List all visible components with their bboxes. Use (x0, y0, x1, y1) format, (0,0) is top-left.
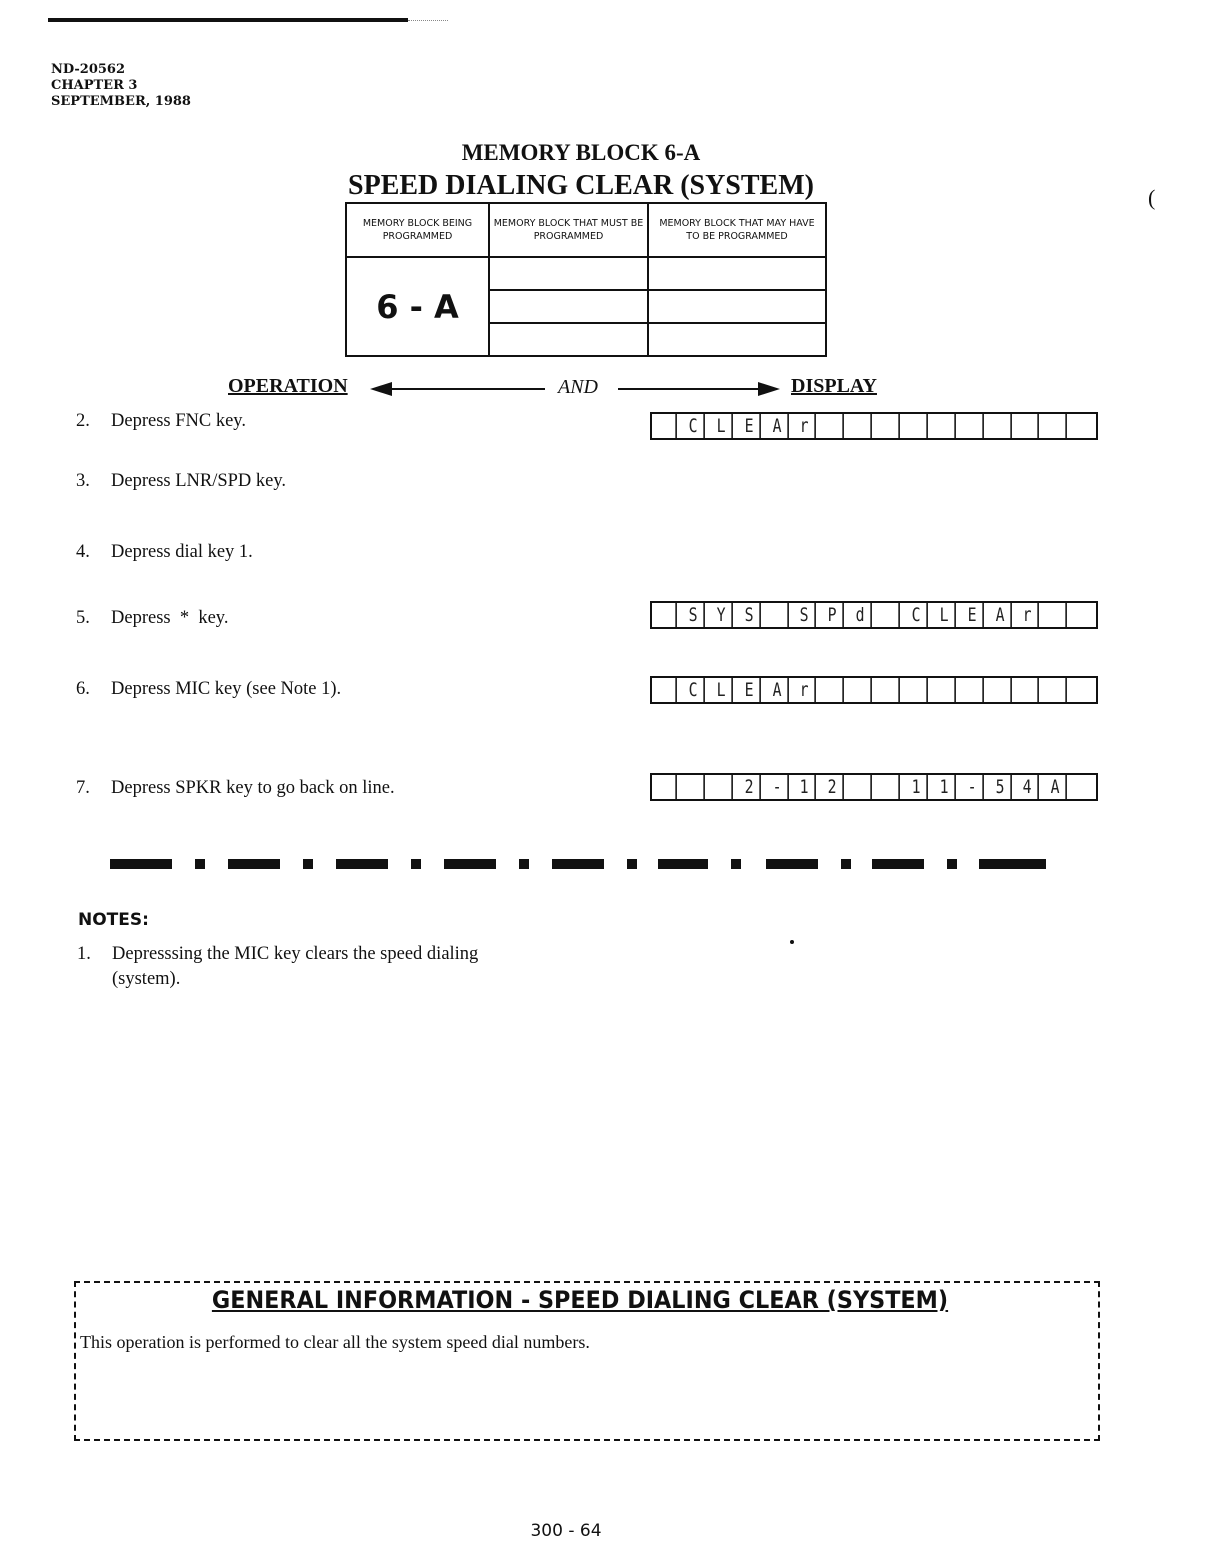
lcd-display-step-7 (650, 773, 1098, 801)
lcd-cell: L (711, 678, 733, 702)
table-cell (489, 323, 648, 356)
lcd-cell (1045, 414, 1067, 438)
lcd-cell: 4 (1017, 775, 1039, 799)
lcd-cell (878, 678, 900, 702)
col-header-being-programmed: MEMORY BLOCK BEING PROGRAMMED (346, 203, 489, 257)
lcd-display-step-6 (650, 676, 1098, 704)
lcd-cell: C (683, 678, 705, 702)
lcd-cell: A (1045, 775, 1067, 799)
document-header (51, 62, 191, 110)
lcd-cell (822, 678, 844, 702)
lcd-cell (1073, 603, 1093, 627)
lcd-cell (655, 603, 677, 627)
lcd-cell (1045, 678, 1067, 702)
lcd-cell: C (906, 603, 928, 627)
lcd-cell: 1 (934, 775, 956, 799)
arrow-line-left (390, 388, 545, 390)
lcd-cell (1073, 775, 1093, 799)
doc-date: SEPTEMBER, 1988 (51, 94, 191, 109)
lcd-cell (655, 775, 677, 799)
step-6: 6. Depress MIC key (see Note 1). (76, 679, 342, 699)
top-rule (48, 18, 408, 22)
lcd-cell (962, 414, 984, 438)
lcd-cell: E (739, 414, 761, 438)
lcd-cell: L (934, 603, 956, 627)
table-cell (648, 290, 826, 323)
lcd-cell (1045, 603, 1067, 627)
lcd-cell: L (711, 414, 733, 438)
memory-block-table (345, 202, 827, 357)
lcd-cell: - (767, 775, 789, 799)
lcd-cell (1073, 414, 1093, 438)
page-title-feature: SPEED DIALING CLEAR (SYSTEM) (348, 170, 814, 201)
lcd-cell (850, 775, 872, 799)
lcd-cell: P (822, 603, 844, 627)
lcd-cell: r (794, 678, 816, 702)
lcd-cell: - (962, 775, 984, 799)
display-heading: DISPLAY (791, 375, 877, 397)
lcd-cell: A (990, 603, 1012, 627)
lcd-cell (1017, 678, 1039, 702)
lcd-cell (850, 678, 872, 702)
lcd-cell: E (962, 603, 984, 627)
lcd-display-step-5 (650, 601, 1098, 629)
lcd-cell: S (794, 603, 816, 627)
table-cell (489, 290, 648, 323)
lcd-cell (655, 414, 677, 438)
lcd-cell (990, 678, 1012, 702)
doc-number: ND-20562 (51, 62, 126, 77)
step-2: 2. Depress FNC key. (76, 411, 246, 431)
lcd-cell: A (767, 678, 789, 702)
lcd-cell: 1 (794, 775, 816, 799)
step-3: 3. Depress LNR/SPD key. (76, 471, 287, 491)
step-5: 5. Depress * key. (76, 608, 229, 628)
lcd-cell: 5 (990, 775, 1012, 799)
lcd-cell (934, 414, 956, 438)
lcd-cell (767, 603, 789, 627)
lcd-cell (822, 414, 844, 438)
and-label: AND (558, 376, 598, 398)
arrow-right-icon (758, 382, 780, 396)
lcd-cell (906, 678, 928, 702)
memory-block-value: 6 - A (346, 257, 489, 356)
lcd-cell: 1 (906, 775, 928, 799)
table-cell (648, 257, 826, 290)
lcd-cell (906, 414, 928, 438)
lcd-cell: 2 (822, 775, 844, 799)
lcd-cell: S (683, 603, 705, 627)
arrow-line-right (618, 388, 760, 390)
lcd-cell (990, 414, 1012, 438)
lcd-cell (878, 775, 900, 799)
table-cell (489, 257, 648, 290)
page-number: 300 - 64 (530, 1521, 602, 1541)
notes-heading: NOTES: (78, 910, 149, 930)
lcd-cell (683, 775, 705, 799)
lcd-cell: A (767, 414, 789, 438)
lcd-cell (1073, 678, 1093, 702)
lcd-cell: d (850, 603, 872, 627)
section-divider (110, 859, 1046, 871)
general-info-title: GENERAL INFORMATION - SPEED DIALING CLEAR (SYSTEM) (211, 1286, 949, 1314)
note-1: 1. Depresssing the MIC key clears the speed dialing (system). (77, 944, 479, 989)
lcd-cell (962, 678, 984, 702)
table-cell (648, 323, 826, 356)
lcd-cell (934, 678, 956, 702)
lcd-cell (878, 414, 900, 438)
lcd-cell: C (683, 414, 705, 438)
lcd-cell: r (794, 414, 816, 438)
chapter: CHAPTER 3 (51, 78, 138, 93)
step-4: 4. Depress dial key 1. (76, 542, 253, 562)
lcd-cell: S (739, 603, 761, 627)
lcd-cell: 2 (739, 775, 761, 799)
lcd-cell (850, 414, 872, 438)
margin-mark: ( (1148, 185, 1156, 210)
operation-heading: OPERATION (228, 375, 348, 397)
arrow-left-icon (370, 382, 392, 396)
lcd-cell (878, 603, 900, 627)
col-header-may-have-to-be-programmed: MEMORY BLOCK THAT MAY HAVE TO BE PROGRAMMED (648, 203, 826, 257)
lcd-cell: E (739, 678, 761, 702)
general-info-text: This operation is performed to clear all the system speed dial numbers. (80, 1332, 590, 1352)
lcd-cell (655, 678, 677, 702)
lcd-cell: Y (711, 603, 733, 627)
lcd-cell (1017, 414, 1039, 438)
top-rule-fade (408, 20, 448, 22)
lcd-cell (711, 775, 733, 799)
lcd-display-step-2 (650, 412, 1098, 440)
stray-dot (790, 940, 794, 944)
lcd-cell: r (1017, 603, 1039, 627)
col-header-must-be-programmed: MEMORY BLOCK THAT MUST BE PROGRAMMED (489, 203, 648, 257)
step-7: 7. Depress SPKR key to go back on line. (76, 778, 395, 798)
page-title-memory-block: MEMORY BLOCK 6-A (461, 140, 701, 165)
